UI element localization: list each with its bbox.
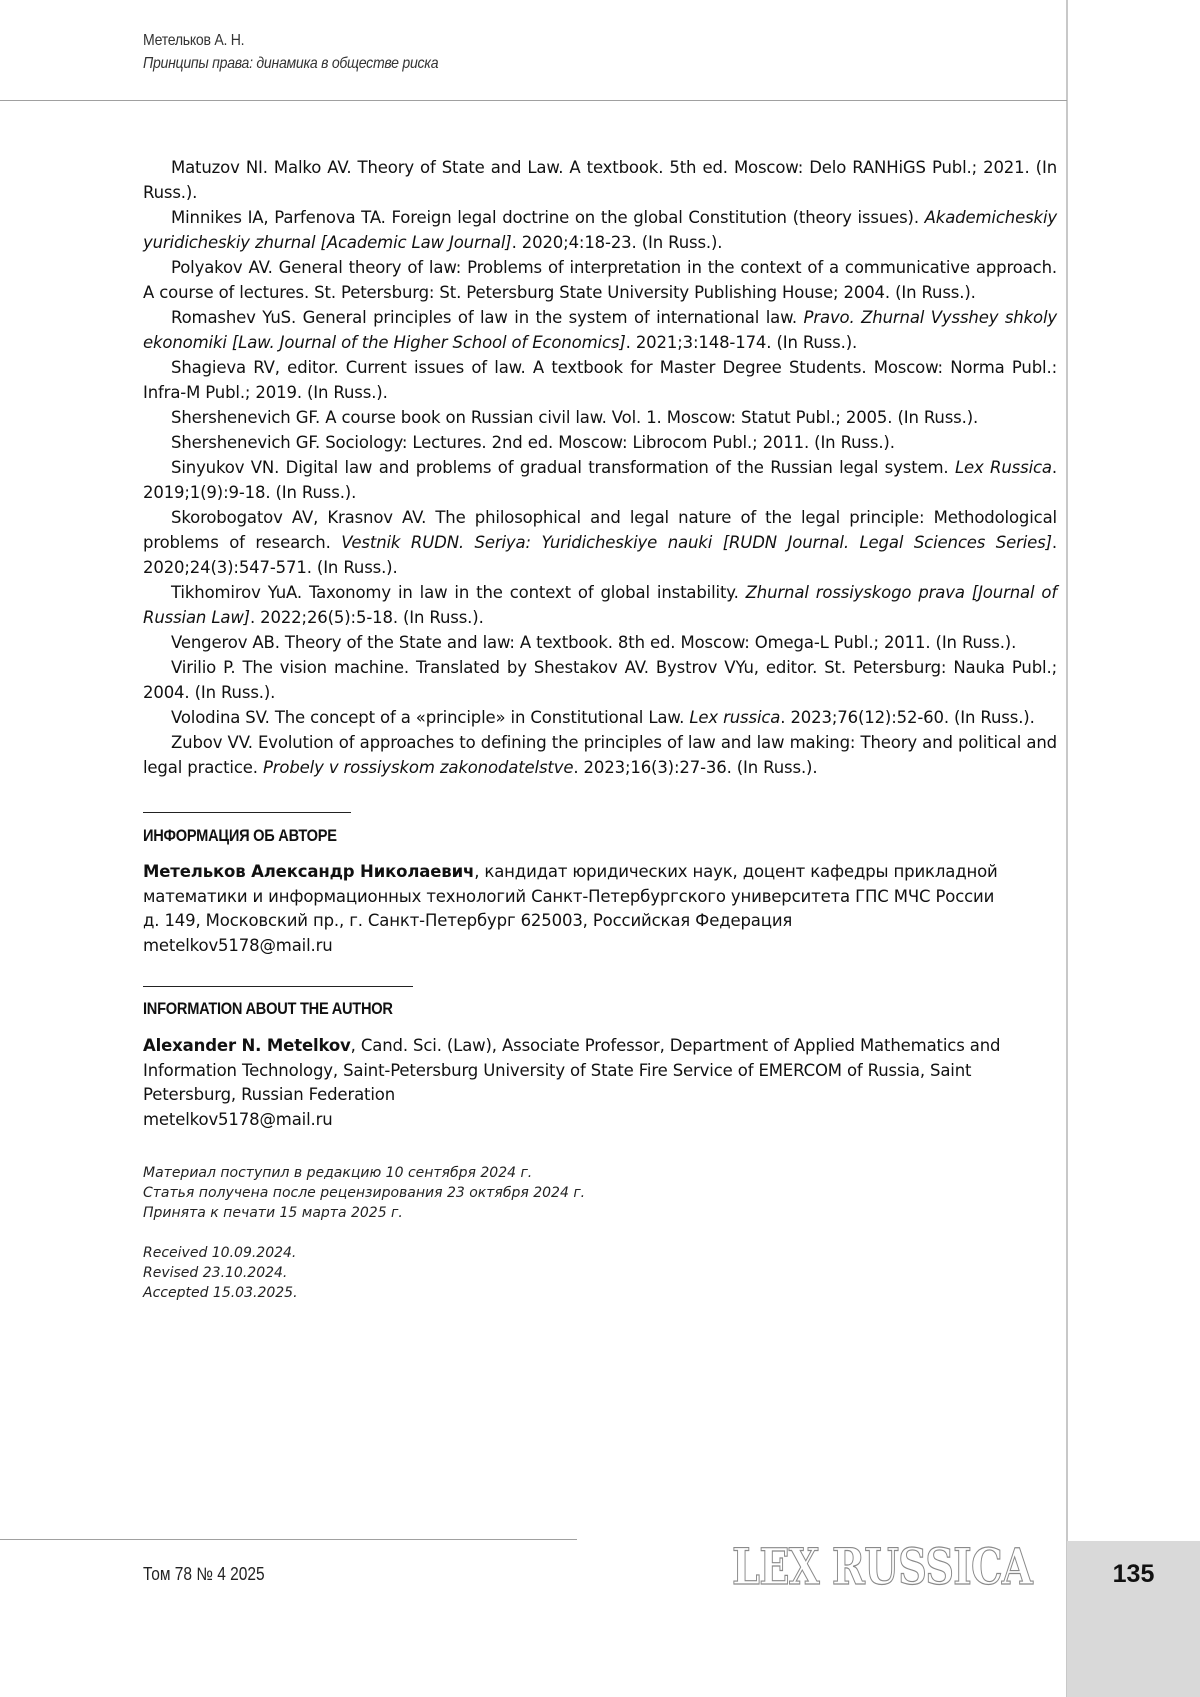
reference-item (143, 730, 1057, 780)
lex-russica-logo (730, 1536, 1040, 1596)
reference-text: Romashev YuS. General principles of law in the system of international law. (171, 308, 804, 327)
page-number: 135 (1112, 1560, 1155, 1588)
reference-text: Shagieva RV, editor. Current issues of law. A textbook for Master Degree Students. Moscow: Norma Publ.: Infra-M Publ.; 2019. (In Russ.). (143, 358, 1057, 402)
reference-text: Volodina SV. The concept of a «principle» in Constitutional Law. (171, 708, 690, 727)
reference-text: Matuzov NI. Malko AV. Theory of State and Law. A textbook. 5th ed. Moscow: Delo RANHiGS Publ.; 2021. (In Russ.). (143, 158, 1057, 202)
author-en-email[interactable]: metelkov5178@mail.ru (143, 1109, 333, 1129)
reference-text: . 2023;16(3):27-36. (In Russ.). (573, 758, 818, 777)
reference-text: . 2023;76(12):52-60. (In Russ.). (780, 708, 1035, 727)
right-margin-rule (1066, 0, 1068, 1697)
reference-text: Shershenevich GF. A course book on Russian civil law. Vol. 1. Moscow: Statut Publ.; 2005. (In Russ.). (171, 408, 979, 427)
author-ru-divider (143, 812, 351, 813)
reference-item (143, 430, 1057, 455)
reference-item (143, 205, 1057, 255)
author-ru-name: Метельков Александр Николаевич (143, 862, 475, 881)
reference-text: Tikhomirov YuA. Taxonomy in law in the context of global instability. (171, 583, 746, 602)
reference-text: Virilio P. The vision machine. Translated by Shestakov AV. Bystrov VYu, editor. St. Petersburg: Nauka Publ.; 2004. (In Russ.). (143, 658, 1057, 702)
reference-journal: Akademicheskiy yuridicheskiy zhurnal [Academic Law Journal] (143, 208, 1057, 252)
issue-label: Том 78 № 4 2025 (143, 1564, 265, 1584)
reference-journal: Lex Russica (954, 458, 1052, 477)
author-ru-address: д. 149, Московский пр., г. Санкт-Петербург 625003, Российская Федерация (143, 911, 793, 930)
reference-text: . 2022;26(5):5-18. (In Russ.). (249, 608, 484, 627)
reference-text: Zubov VV. Evolution of approaches to defining the principles of law and law making: Theory and political and legal practice. (143, 733, 1057, 777)
dates-ru (143, 1163, 585, 1223)
date-received-ru: Материал поступил в редакцию 10 сентября 2024 г. (143, 1165, 533, 1181)
reference-text: Minnikes IA, Parfenova TA. Foreign legal doctrine on the global Constitution (theory issues). (171, 208, 925, 227)
reference-item (143, 505, 1057, 580)
author-en-details: , Cand. Sci. (Law), Associate Professor, Department of Applied Mathematics and Information Technology, Saint-Petersburg University of State Fire Service of EMERCOM of Russia, Saint Petersburg, Russian Federation (143, 1036, 1001, 1104)
reference-item (143, 455, 1057, 505)
logo-text: LEX RUSSICA (732, 1537, 1034, 1596)
author-ru-email[interactable]: metelkov5178@mail.ru (143, 935, 333, 955)
author-en-divider (143, 986, 413, 987)
footer-divider (0, 1539, 577, 1540)
dates-en (143, 1243, 298, 1303)
reference-journal: Pravo. Zhurnal Vysshey shkoly ekonomiki [Law. Journal of the Higher School of Economics] (143, 308, 1057, 352)
reference-journal: Lex russica (689, 708, 781, 727)
reference-text: . 2021;3:148-174. (In Russ.). (625, 333, 858, 352)
reference-item (143, 155, 1057, 205)
author-en-heading: INFORMATION ABOUT THE AUTHOR (143, 999, 393, 1018)
date-revised-ru: Статья получена после рецензирования 23 октября 2024 г. (143, 1185, 586, 1201)
reference-text: . 2020;24(3):547-571. (In Russ.). (143, 533, 1057, 577)
author-en-name: Alexander N. Metelkov (143, 1036, 351, 1055)
reference-text: Skorobogatov AV, Krasnov AV. The philosophical and legal nature of the legal principle: Methodological problems of research. (143, 508, 1057, 552)
reference-text: Shershenevich GF. Sociology: Lectures. 2nd ed. Moscow: Librocom Publ.; 2011. (In Russ.). (171, 433, 895, 452)
reference-item (143, 255, 1057, 305)
reference-journal: Zhurnal rossiyskogo prava [Journal of Russian Law] (143, 583, 1057, 627)
running-header (143, 32, 479, 73)
author-en-info (143, 1034, 1003, 1132)
reference-text: . 2020;4:18-23. (In Russ.). (511, 233, 723, 252)
reference-item (143, 355, 1057, 405)
reference-text: Polyakov AV. General theory of law: Problems of interpretation in the context of a communicative approach. A course of lectures. St. Petersburg: St. Petersburg State University Publishing House; 2004. (In Russ.). (143, 258, 1057, 302)
date-received-en: Received 10.09.2024. (143, 1245, 297, 1261)
reference-item (143, 305, 1057, 355)
author-ru-details: , кандидат юридических наук, доцент кафедры прикладной математики и информационных технологий Санкт-Петербургского университета ГПС МЧС России (143, 862, 998, 906)
reference-list (143, 155, 1057, 780)
date-accepted-en: Accepted 15.03.2025. (143, 1285, 298, 1301)
date-accepted-ru: Принята к печати 15 марта 2025 г. (143, 1205, 403, 1221)
header-author: Метельков А. Н. (143, 32, 245, 49)
reference-text: Vengerov AB. Theory of the State and law: A textbook. 8th ed. Moscow: Omega-L Publ.; 2011. (In Russ.). (171, 633, 1017, 652)
author-ru-heading: ИНФОРМАЦИЯ ОБ АВТОРЕ (143, 826, 337, 845)
reference-item (143, 630, 1057, 655)
reference-item (143, 655, 1057, 705)
author-ru-info (143, 860, 1003, 958)
reference-item (143, 705, 1057, 730)
reference-text: Sinyukov VN. Digital law and problems of gradual transformation of the Russian legal system. (171, 458, 955, 477)
reference-journal: Probely v rossiyskom zakonodatelstve (262, 758, 574, 777)
reference-journal: Vestnik RUDN. Seriya: Yuridicheskiye nauki [RUDN Journal. Legal Sciences Series] (341, 533, 1052, 552)
header-article-title: Принципы права: динамика в обществе риска (143, 55, 439, 72)
reference-item (143, 580, 1057, 630)
reference-item (143, 405, 1057, 430)
header-divider (0, 100, 1067, 101)
reference-text: . 2019;1(9):9-18. (In Russ.). (143, 458, 1057, 502)
date-revised-en: Revised 23.10.2024. (143, 1265, 288, 1281)
